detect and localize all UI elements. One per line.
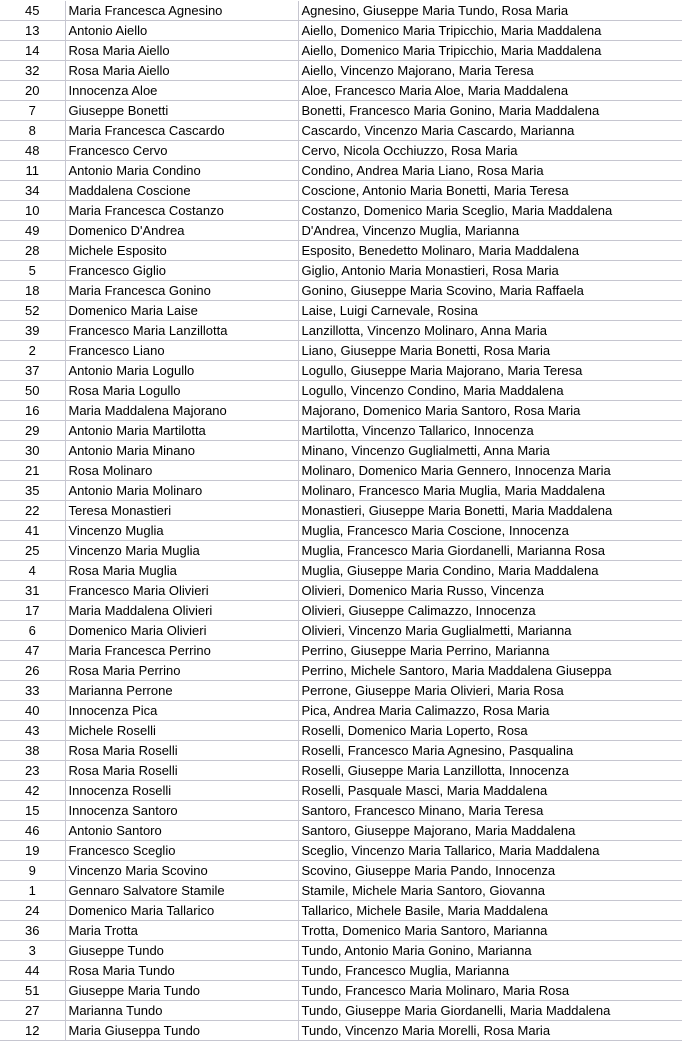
cell-name[interactable]: Vincenzo Muglia: [65, 521, 298, 541]
cell-number[interactable]: 6: [0, 621, 65, 641]
cell-name[interactable]: Maria Trotta: [65, 921, 298, 941]
cell-number[interactable]: 52: [0, 301, 65, 321]
cell-name[interactable]: Rosa Molinaro: [65, 461, 298, 481]
cell-family[interactable]: Laise, Luigi Carnevale, Rosina: [298, 301, 682, 321]
table-row: [0, 1001, 682, 1021]
cell-family[interactable]: Majorano, Domenico Maria Santoro, Rosa Maria: [298, 401, 682, 421]
cell-family[interactable]: Scovino, Giuseppe Maria Pando, Innocenza: [298, 861, 682, 881]
cell-family[interactable]: Muglia, Francesco Maria Coscione, Innocenza: [298, 521, 682, 541]
cell-name[interactable]: Maddalena Coscione: [65, 181, 298, 201]
table-row: [0, 41, 682, 61]
cell-number[interactable]: 12: [0, 1021, 65, 1041]
cell-number[interactable]: 32: [0, 61, 65, 81]
cell-name[interactable]: Domenico Maria Laise: [65, 301, 298, 321]
table-row: [0, 861, 682, 881]
cell-family[interactable]: Muglia, Francesco Maria Giordanelli, Marianna Rosa: [298, 541, 682, 561]
cell-family[interactable]: Giglio, Antonio Maria Monastieri, Rosa Maria: [298, 261, 682, 281]
cell-family[interactable]: Pica, Andrea Maria Calimazzo, Rosa Maria: [298, 701, 682, 721]
cell-number[interactable]: 10: [0, 201, 65, 221]
cell-name[interactable]: Rosa Maria Roselli: [65, 741, 298, 761]
cell-name[interactable]: Maria Francesca Perrino: [65, 641, 298, 661]
table-row: [0, 421, 682, 441]
table-row: [0, 621, 682, 641]
cell-number[interactable]: 37: [0, 361, 65, 381]
table-row: [0, 341, 682, 361]
cell-family[interactable]: Molinaro, Domenico Maria Gennero, Innocenza Maria: [298, 461, 682, 481]
cell-name[interactable]: Maria Francesca Cascardo: [65, 121, 298, 141]
cell-name[interactable]: Antonio Aiello: [65, 21, 298, 41]
cell-number[interactable]: 22: [0, 501, 65, 521]
cell-number[interactable]: 42: [0, 781, 65, 801]
cell-family[interactable]: Logullo, Giuseppe Maria Majorano, Maria Teresa: [298, 361, 682, 381]
cell-number[interactable]: 13: [0, 21, 65, 41]
cell-name[interactable]: Vincenzo Maria Scovino: [65, 861, 298, 881]
cell-number[interactable]: 25: [0, 541, 65, 561]
cell-number[interactable]: 16: [0, 401, 65, 421]
table-row: [0, 461, 682, 481]
cell-name[interactable]: Antonio Maria Molinaro: [65, 481, 298, 501]
cell-number[interactable]: 5: [0, 261, 65, 281]
table-row: [0, 701, 682, 721]
table-row: [0, 941, 682, 961]
cell-number[interactable]: 20: [0, 81, 65, 101]
cell-name[interactable]: Antonio Maria Minano: [65, 441, 298, 461]
cell-number[interactable]: 24: [0, 901, 65, 921]
cell-name[interactable]: Michele Esposito: [65, 241, 298, 261]
cell-family[interactable]: Santoro, Giuseppe Majorano, Maria Maddalena: [298, 821, 682, 841]
cell-name[interactable]: Maria Francesca Agnesino: [65, 1, 298, 21]
cell-name[interactable]: Rosa Maria Aiello: [65, 61, 298, 81]
cell-number[interactable]: 46: [0, 821, 65, 841]
cell-name[interactable]: Michele Roselli: [65, 721, 298, 741]
table-row: [0, 881, 682, 901]
table-row: [0, 201, 682, 221]
cell-name[interactable]: Domenico Maria Olivieri: [65, 621, 298, 641]
cell-number[interactable]: 7: [0, 101, 65, 121]
cell-number[interactable]: 45: [0, 1, 65, 21]
table-row: [0, 781, 682, 801]
cell-family[interactable]: Tundo, Francesco Muglia, Marianna: [298, 961, 682, 981]
table-row: [0, 21, 682, 41]
cell-number[interactable]: 40: [0, 701, 65, 721]
cell-number[interactable]: 49: [0, 221, 65, 241]
cell-family[interactable]: Roselli, Francesco Maria Agnesino, Pasqualina: [298, 741, 682, 761]
table-row: [0, 1, 682, 21]
cell-name[interactable]: Francesco Maria Olivieri: [65, 581, 298, 601]
cell-family[interactable]: Aiello, Vincenzo Majorano, Maria Teresa: [298, 61, 682, 81]
table-row: [0, 921, 682, 941]
cell-number[interactable]: 29: [0, 421, 65, 441]
cell-family[interactable]: Sceglio, Vincenzo Maria Tallarico, Maria Maddalena: [298, 841, 682, 861]
cell-number[interactable]: 26: [0, 661, 65, 681]
cell-name[interactable]: Maria Maddalena Olivieri: [65, 601, 298, 621]
cell-number[interactable]: 39: [0, 321, 65, 341]
table-row: [0, 521, 682, 541]
cell-number[interactable]: 15: [0, 801, 65, 821]
cell-name[interactable]: Giuseppe Bonetti: [65, 101, 298, 121]
cell-number[interactable]: 38: [0, 741, 65, 761]
cell-number[interactable]: 50: [0, 381, 65, 401]
cell-name[interactable]: Rosa Maria Roselli: [65, 761, 298, 781]
cell-number[interactable]: 51: [0, 981, 65, 1001]
cell-name[interactable]: Teresa Monastieri: [65, 501, 298, 521]
cell-family[interactable]: Tallarico, Michele Basile, Maria Maddalena: [298, 901, 682, 921]
table-row: [0, 161, 682, 181]
cell-family[interactable]: Gonino, Giuseppe Maria Scovino, Maria Raffaela: [298, 281, 682, 301]
cell-name[interactable]: Giuseppe Tundo: [65, 941, 298, 961]
cell-number[interactable]: 17: [0, 601, 65, 621]
cell-name[interactable]: Francesco Cervo: [65, 141, 298, 161]
cell-number[interactable]: 36: [0, 921, 65, 941]
cell-name[interactable]: Rosa Maria Logullo: [65, 381, 298, 401]
cell-number[interactable]: 11: [0, 161, 65, 181]
table-row: [0, 661, 682, 681]
table-row: [0, 681, 682, 701]
cell-number[interactable]: 35: [0, 481, 65, 501]
table-row: [0, 601, 682, 621]
cell-family[interactable]: Perrino, Giuseppe Maria Perrino, Marianna: [298, 641, 682, 661]
table-row: [0, 641, 682, 661]
cell-number[interactable]: 33: [0, 681, 65, 701]
cell-number[interactable]: 31: [0, 581, 65, 601]
cell-number[interactable]: 48: [0, 141, 65, 161]
table-row: [0, 961, 682, 981]
table-row: [0, 241, 682, 261]
table-row: [0, 61, 682, 81]
cell-name[interactable]: Innocenza Santoro: [65, 801, 298, 821]
table-row: [0, 821, 682, 841]
table-row: [0, 361, 682, 381]
table-row: [0, 561, 682, 581]
cell-number[interactable]: 21: [0, 461, 65, 481]
table-row: [0, 381, 682, 401]
table-row: [0, 441, 682, 461]
cell-name[interactable]: Francesco Liano: [65, 341, 298, 361]
table-row: [0, 901, 682, 921]
table-row: [0, 581, 682, 601]
cell-family[interactable]: Perrino, Michele Santoro, Maria Maddalena Giuseppa: [298, 661, 682, 681]
cell-name[interactable]: Francesco Sceglio: [65, 841, 298, 861]
cell-name[interactable]: Marianna Tundo: [65, 1001, 298, 1021]
table-row: [0, 281, 682, 301]
cell-family[interactable]: Muglia, Giuseppe Maria Condino, Maria Maddalena: [298, 561, 682, 581]
table-row: [0, 261, 682, 281]
cell-number[interactable]: 30: [0, 441, 65, 461]
cell-number[interactable]: 28: [0, 241, 65, 261]
cell-family[interactable]: Cascardo, Vincenzo Maria Cascardo, Marianna: [298, 121, 682, 141]
cell-family[interactable]: Olivieri, Domenico Maria Russo, Vincenza: [298, 581, 682, 601]
cell-name[interactable]: Vincenzo Maria Muglia: [65, 541, 298, 561]
cell-number[interactable]: 18: [0, 281, 65, 301]
cell-family[interactable]: Lanzillotta, Vincenzo Molinaro, Anna Maria: [298, 321, 682, 341]
table-row: [0, 481, 682, 501]
table-row: [0, 141, 682, 161]
cell-number[interactable]: 41: [0, 521, 65, 541]
cell-name[interactable]: Rosa Maria Perrino: [65, 661, 298, 681]
cell-number[interactable]: 19: [0, 841, 65, 861]
cell-number[interactable]: 23: [0, 761, 65, 781]
cell-number[interactable]: 4: [0, 561, 65, 581]
cell-name[interactable]: Giuseppe Maria Tundo: [65, 981, 298, 1001]
cell-family[interactable]: Aloe, Francesco Maria Aloe, Maria Maddalena: [298, 81, 682, 101]
cell-family[interactable]: Roselli, Pasquale Masci, Maria Maddalena: [298, 781, 682, 801]
cell-name[interactable]: Antonio Maria Logullo: [65, 361, 298, 381]
cell-family[interactable]: Olivieri, Giuseppe Calimazzo, Innocenza: [298, 601, 682, 621]
table-row: [0, 81, 682, 101]
cell-name[interactable]: Francesco Giglio: [65, 261, 298, 281]
cell-family[interactable]: Aiello, Domenico Maria Tripicchio, Maria Maddalena: [298, 21, 682, 41]
table-row: [0, 401, 682, 421]
cell-family[interactable]: Roselli, Giuseppe Maria Lanzillotta, Innocenza: [298, 761, 682, 781]
cell-name[interactable]: Maria Giuseppa Tundo: [65, 1021, 298, 1041]
cell-number[interactable]: 34: [0, 181, 65, 201]
cell-family[interactable]: Stamile, Michele Maria Santoro, Giovanna: [298, 881, 682, 901]
table-row: [0, 761, 682, 781]
cell-name[interactable]: Domenico D'Andrea: [65, 221, 298, 241]
cell-family[interactable]: Tundo, Giuseppe Maria Giordanelli, Maria Maddalena: [298, 1001, 682, 1021]
cell-family[interactable]: Olivieri, Vincenzo Maria Guglialmetti, Marianna: [298, 621, 682, 641]
cell-family[interactable]: Costanzo, Domenico Maria Sceglio, Maria Maddalena: [298, 201, 682, 221]
cell-number[interactable]: 8: [0, 121, 65, 141]
cell-family[interactable]: Santoro, Francesco Minano, Maria Teresa: [298, 801, 682, 821]
cell-name[interactable]: Rosa Maria Tundo: [65, 961, 298, 981]
cell-number[interactable]: 2: [0, 341, 65, 361]
cell-family[interactable]: Condino, Andrea Maria Liano, Rosa Maria: [298, 161, 682, 181]
table-row: [0, 221, 682, 241]
spreadsheet-body: [0, 1, 682, 1041]
cell-name[interactable]: Francesco Maria Lanzillotta: [65, 321, 298, 341]
table-row: [0, 501, 682, 521]
cell-name[interactable]: Rosa Maria Muglia: [65, 561, 298, 581]
cell-family[interactable]: Agnesino, Giuseppe Maria Tundo, Rosa Maria: [298, 1, 682, 21]
cell-family[interactable]: Bonetti, Francesco Maria Gonino, Maria Maddalena: [298, 101, 682, 121]
table-row: [0, 121, 682, 141]
cell-family[interactable]: Tundo, Francesco Maria Molinaro, Maria Rosa: [298, 981, 682, 1001]
table-row: [0, 541, 682, 561]
table-row: [0, 101, 682, 121]
cell-family[interactable]: Logullo, Vincenzo Condino, Maria Maddalena: [298, 381, 682, 401]
cell-name[interactable]: Antonio Maria Martilotta: [65, 421, 298, 441]
table-row: [0, 301, 682, 321]
cell-number[interactable]: 1: [0, 881, 65, 901]
table-row: [0, 721, 682, 741]
cell-family[interactable]: Cervo, Nicola Occhiuzzo, Rosa Maria: [298, 141, 682, 161]
cell-family[interactable]: Minano, Vincenzo Guglialmetti, Anna Maria: [298, 441, 682, 461]
cell-family[interactable]: Monastieri, Giuseppe Maria Bonetti, Maria Maddalena: [298, 501, 682, 521]
table-row: [0, 841, 682, 861]
cell-family[interactable]: Coscione, Antonio Maria Bonetti, Maria Teresa: [298, 181, 682, 201]
cell-name[interactable]: Maria Maddalena Majorano: [65, 401, 298, 421]
cell-family[interactable]: Liano, Giuseppe Maria Bonetti, Rosa Maria: [298, 341, 682, 361]
cell-number[interactable]: 3: [0, 941, 65, 961]
cell-number[interactable]: 44: [0, 961, 65, 981]
cell-family[interactable]: D'Andrea, Vincenzo Muglia, Marianna: [298, 221, 682, 241]
cell-name[interactable]: Gennaro Salvatore Stamile: [65, 881, 298, 901]
table-row: [0, 321, 682, 341]
cell-number[interactable]: 9: [0, 861, 65, 881]
cell-name[interactable]: Maria Francesca Gonino: [65, 281, 298, 301]
cell-number[interactable]: 47: [0, 641, 65, 661]
cell-number[interactable]: 27: [0, 1001, 65, 1021]
cell-family[interactable]: Roselli, Domenico Maria Loperto, Rosa: [298, 721, 682, 741]
spreadsheet-table: [0, 1, 682, 1041]
cell-family[interactable]: Esposito, Benedetto Molinaro, Maria Maddalena: [298, 241, 682, 261]
cell-name[interactable]: Marianna Perrone: [65, 681, 298, 701]
cell-name[interactable]: Innocenza Pica: [65, 701, 298, 721]
cell-name[interactable]: Maria Francesca Costanzo: [65, 201, 298, 221]
cell-family[interactable]: Martilotta, Vincenzo Tallarico, Innocenza: [298, 421, 682, 441]
table-row: [0, 1021, 682, 1041]
table-row: [0, 181, 682, 201]
cell-name[interactable]: Antonio Santoro: [65, 821, 298, 841]
cell-family[interactable]: Perrone, Giuseppe Maria Olivieri, Maria Rosa: [298, 681, 682, 701]
cell-name[interactable]: Innocenza Roselli: [65, 781, 298, 801]
cell-number[interactable]: 14: [0, 41, 65, 61]
cell-name[interactable]: Domenico Maria Tallarico: [65, 901, 298, 921]
table-row: [0, 801, 682, 821]
table-row: [0, 741, 682, 761]
cell-family[interactable]: Aiello, Domenico Maria Tripicchio, Maria Maddalena: [298, 41, 682, 61]
cell-family[interactable]: Tundo, Antonio Maria Gonino, Marianna: [298, 941, 682, 961]
cell-family[interactable]: Molinaro, Francesco Maria Muglia, Maria Maddalena: [298, 481, 682, 501]
cell-name[interactable]: Antonio Maria Condino: [65, 161, 298, 181]
cell-name[interactable]: Innocenza Aloe: [65, 81, 298, 101]
cell-name[interactable]: Rosa Maria Aiello: [65, 41, 298, 61]
cell-family[interactable]: Tundo, Vincenzo Maria Morelli, Rosa Maria: [298, 1021, 682, 1041]
table-row: [0, 981, 682, 1001]
cell-family[interactable]: Trotta, Domenico Maria Santoro, Marianna: [298, 921, 682, 941]
cell-number[interactable]: 43: [0, 721, 65, 741]
